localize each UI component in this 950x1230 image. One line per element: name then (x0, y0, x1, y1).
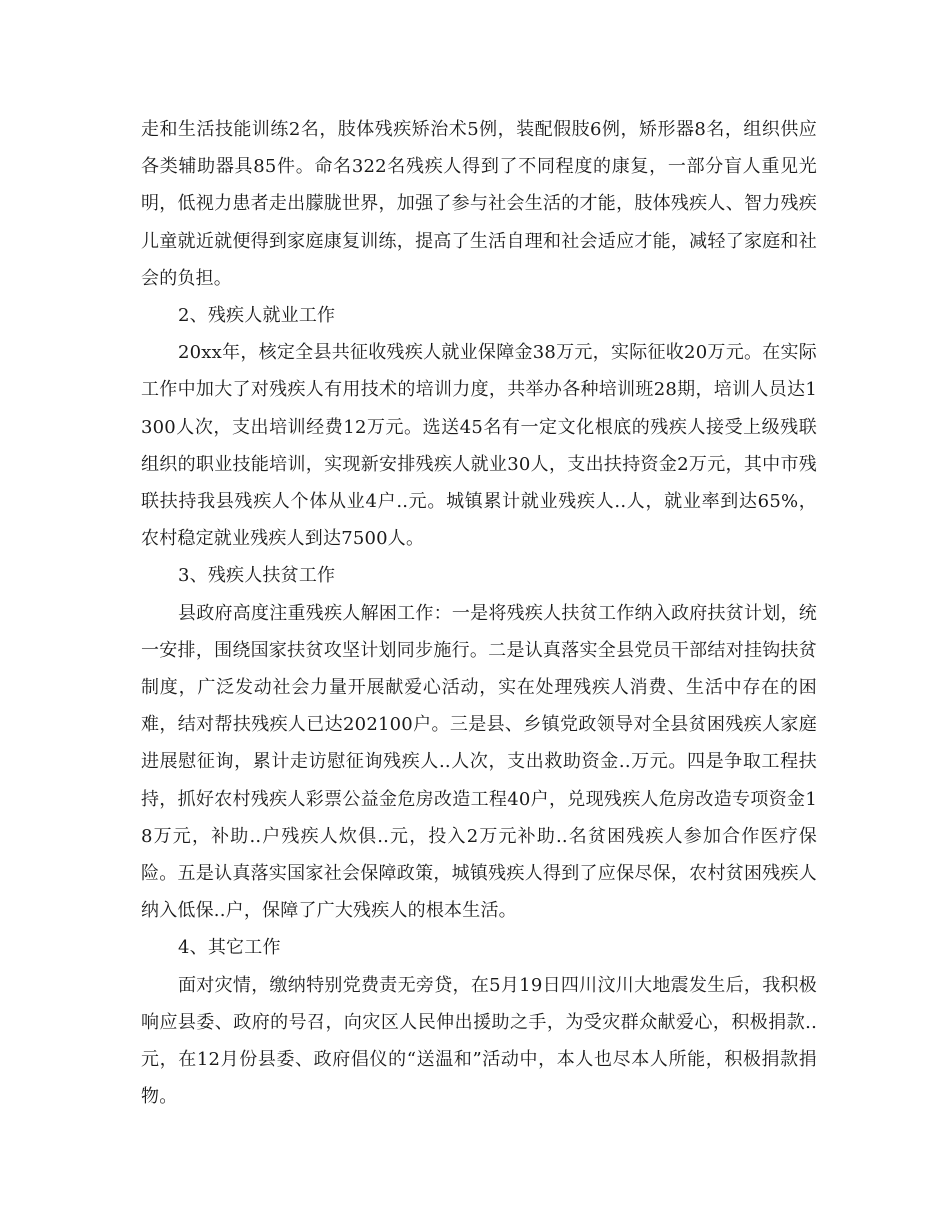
paragraph-poverty-relief: 县政府高度注重残疾人解困工作：一是将残疾人扶贫工作纳入政府扶贫计划，统一安排，围绕国家扶贫攻坚计划同步施行。二是认真落实全县党员干部结对挂钩扶贫制度，广泛发动社会力量开展献爱心活动，实在处理残疾人消费、生活中存在的困难，结对帮扶残疾人已达202100户。三是县、乡镇党政领导对全县贫困残疾人家庭进展慰征询，累计走访慰征询残疾人..人次，支出救助资金..万元。四是争取工程扶持，抓好农村残疾人彩票公益金危房改造工程40户，兑现残疾人危房改造专项资金18万元，补助..户残疾人炊俱..元，投入2万元补助..名贫困残疾人参加合作医疗保险。五是认真落实国家社会保障政策，城镇残疾人得到了应保尽保，农村贫困残疾人纳入低保..户，保障了广大残疾人的根本生活。 (141, 602, 817, 922)
section-heading-employment: 2、残疾人就业工作 (178, 305, 336, 327)
paragraph-rehabilitation: 走和生活技能训练2名，肢体残疾矫治术5例，装配假肢6例，矫形器8名，组织供应各类辅助器具85件。命名322名残疾人得到了不同程度的康复，一部分盲人重见光明，低视力患者走出朦胧世界，加强了参与社会生活的才能，肢体残疾人、智力残疾儿童就近就便得到家庭康复训练，提高了生活自理和社会适应才能，减轻了家庭和社会的负担。 (141, 119, 817, 289)
paragraph-employment: 20xx年，核定全县共征收残疾人就业保障金38万元，实际征收20万元。在实际工作中加大了对残疾人有用技术的培训力度，共举办各种培训班28期，培训人员达1300人次，支出培训经费12万元。选送45名有一定文化根底的残疾人接受上级残联组织的职业技能培训，实现新安排残疾人就业30人，支出扶持资金2万元，其中市残联扶持我县残疾人个体从业4户..元。城镇累计就业残疾人..人，就业率到达65%，农村稳定就业残疾人到达7500人。 (141, 342, 817, 550)
document-body (141, 111, 817, 1115)
section-heading-other-work: 4、其它工作 (178, 937, 281, 959)
paragraph-other-work: 面对灾情，缴纳特别党费责无旁贷，在5月19日四川汶川大地震发生后，我积极响应县委、政府的号召，向灾区人民伸出援助之手，为受灾群众献爱心，积极捐款..元，在12月份县委、政府倡仪的“送温和”活动中，本人也尽本人所能，积极捐款捐物。 (141, 974, 817, 1108)
section-heading-poverty-relief: 3、残疾人扶贫工作 (178, 565, 336, 587)
